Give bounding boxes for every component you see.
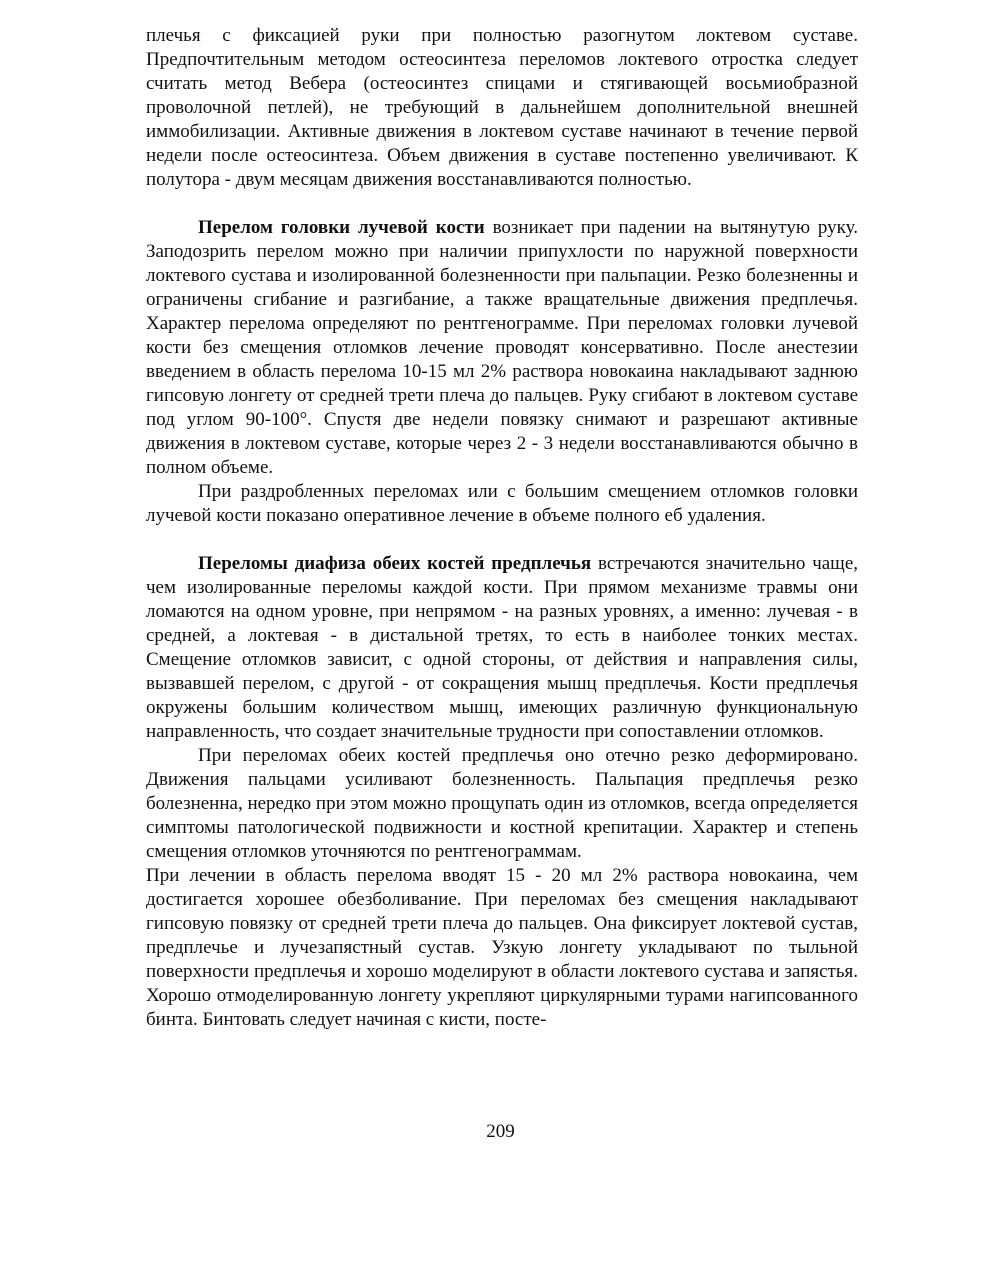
paragraph-2 (146, 216, 858, 480)
paragraph-4-text: встречаются значительно чаще, чем изолированные переломы каждой кости. При прямом механизме травмы они ломаются на одном уровне, при непрямом - на разных уровнях, а именно: лучевая - в средней, а локтевая - в дистальной третях, то есть в наиболее тонких местах. Смещение отломков зависит, с одной стороны, от действия и направления силы, вызвавшей перелом, с другой - от сокращения мышц предплечья. Кости предплечья окружены большим количеством мышц, имеющих различную функциональную направленность, что создает значительные трудности при сопоставлении отломков. (146, 553, 859, 742)
paragraph-5-text: При переломах обеих костей предплечья оно отечно резко деформировано. Движения пальцами усиливают болезненность. Пальпация предплечья резко болезненна, нередко при этом можно прощупать один из отломков, всегда определяется симптомы патологической подвижности и костной крепитации. Характер и степень смещения отломков уточняются по рентгенограммам. (146, 745, 858, 862)
paragraph-1-text: плечья с фиксацией руки при полностью разогнутом локтевом суставе. Предпочтительным методом остеосинтеза переломов локтевого отростка следует считать метод Вебера (остеосинтез спицами и стягивающей восьмиобразной проволочной петлей), не требующий в дальнейшем дополнительной внешней иммобилизации. Активные движения в локтевом суставе начинают в течение первой недели после остеосинтеза. Объем движения в суставе постепенно увеличивают. К полутора - двум месяцам движения восстанавливаются полностью. (146, 25, 858, 190)
page-body-text (146, 24, 858, 1032)
paragraph-1 (146, 24, 858, 192)
page-number: 209 (486, 1121, 515, 1142)
paragraph-3-text: При раздробленных переломах или с большим смещением отломков головки лучевой кости показано оперативное лечение в объеме полного еб удаления. (146, 481, 858, 526)
heading-forearm-diaphysis-fracture: Переломы диафиза обеих костей предплечья (198, 553, 592, 574)
heading-radial-head-fracture: Перелом головки лучевой кости (198, 217, 485, 238)
paragraph-2-text: возникает при падении на вытянутую руку. Заподозрить перелом можно при наличии припухлости по наружной поверхности локтевого сустава и изолированной болезненности при пальпации. Резко болезненны и ограничены сгибание и разгибание, а также вращательные движения предплечья. Характер перелома определяют по рентгенограмме. При переломах головки лучевой кости без смещения отломков лечение проводят консервативно. После анестезии введением в область перелома 10-15 мл 2% раствора новокаина накладывают заднюю гипсовую лонгету от средней трети плеча до пальцев. Руку сгибают в локтевом суставе под углом 90-100°. Спустя две недели повязку снимают и разрешают активные движения в локтевом суставе, которые через 2 - 3 недели восстанавливаются обычно в полном объеме. (146, 217, 858, 478)
paragraph-3 (146, 480, 858, 528)
paragraph-5 (146, 744, 858, 864)
paragraph-6 (146, 864, 858, 1032)
paragraph-6-text: При лечении в область перелома вводят 15 - 20 мл 2% раствора новокаина, чем достигается хорошее обезболивание. При переломах без смещения накладывают гипсовую повязку от средней трети плеча до пальцев. Она фиксирует локтевой сустав, предплечье и лучезапястный сустав. Узкую лонгету укладывают по тыльной поверхности предплечья и хорошо моделируют в области локтевого сустава и запястья. Хорошо отмоделированную лонгету укрепляют циркулярными турами нагипсованного бинта. Бинтовать следует начиная с кисти, посте- (146, 865, 858, 1030)
paragraph-4 (146, 552, 858, 744)
